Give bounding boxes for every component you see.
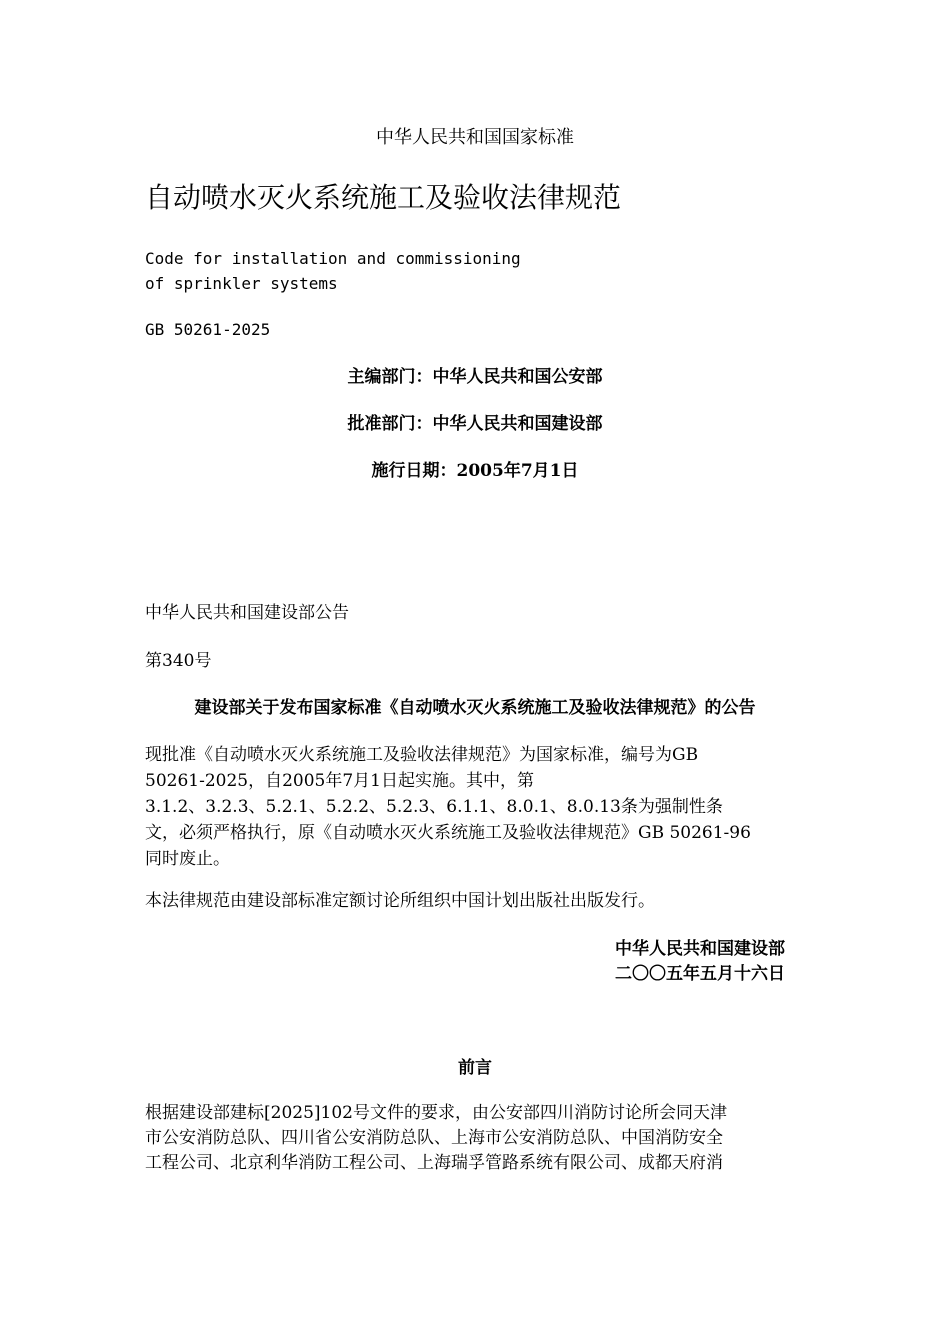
english-title-line: of sprinkler systems bbox=[145, 274, 338, 293]
notice-body-line: 3.1.2、3.2.3、5.2.1、5.2.2、5.2.3、6.1.1、8.0.1、8.0.13条为强制性条 bbox=[145, 797, 723, 817]
notice-body-line: 现批准《自动喷水灭火系统施工及验收法律规范》为国家标准，编号为GB bbox=[145, 745, 699, 765]
preface-body-line: 根据建设部建标[2025]102号文件的要求，由公安部四川消防讨论所会同天津 bbox=[145, 1103, 727, 1123]
preface-body bbox=[145, 1101, 810, 1176]
notice-number: 第340号 bbox=[145, 651, 212, 671]
document-title: 自动喷水灭火系统施工及验收法律规范 bbox=[145, 181, 622, 214]
notice-issuer: 中华人民共和国建设部公告 bbox=[145, 603, 349, 623]
preface-heading: 前言 bbox=[458, 1058, 492, 1078]
english-title-line: Code for installation and commissioning bbox=[145, 249, 521, 268]
approval-department: 批准部门：中华人民共和国建设部 bbox=[347, 414, 603, 434]
preface-body-line: 工程公司、北京利华消防工程公司、上海瑞孚管路系统有限公司、成都天府消 bbox=[145, 1153, 723, 1173]
preface-body-line: 市公安消防总队、四川省公安消防总队、上海市公安消防总队、中国消防安全 bbox=[145, 1128, 723, 1148]
notice-body bbox=[145, 742, 810, 872]
notice-body-line: 同时废止。 bbox=[145, 849, 230, 869]
english-title bbox=[145, 246, 521, 296]
signature-date: 二〇〇五年五月十六日 bbox=[615, 964, 785, 984]
effective-date: 施行日期：2005年7月1日 bbox=[371, 461, 579, 481]
editor-department: 主编部门：中华人民共和国公安部 bbox=[347, 367, 603, 387]
publish-note: 本法律规范由建设部标准定额讨论所组织中国计划出版社出版发行。 bbox=[145, 891, 655, 911]
signature-organization: 中华人民共和国建设部 bbox=[615, 939, 785, 959]
standard-type-heading: 中华人民共和国国家标准 bbox=[376, 127, 574, 148]
standard-code: GB 50261-2025 bbox=[145, 320, 271, 339]
notice-title: 建设部关于发布国家标准《自动喷水灭火系统施工及验收法律规范》的公告 bbox=[194, 698, 756, 718]
notice-body-line: 50261-2025，自2005年7月1日起实施。其中，第 bbox=[145, 771, 534, 791]
notice-body-line: 文，必须严格执行，原《自动喷水灭火系统施工及验收法律规范》GB 50261-96 bbox=[145, 823, 751, 843]
